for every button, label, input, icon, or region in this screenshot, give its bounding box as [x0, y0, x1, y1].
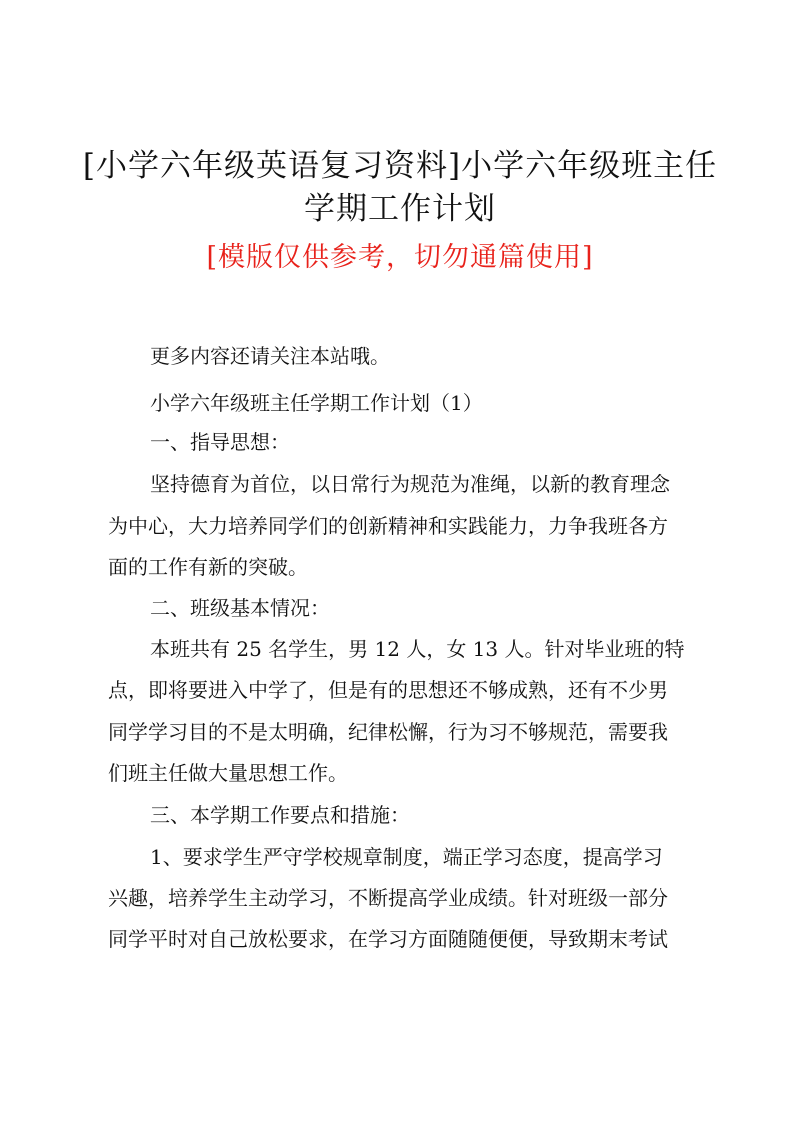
body-line: 面的工作有新的突破。	[108, 555, 308, 579]
body-line: 兴趣，培养学生主动学习，不断提高学业成绩。针对班级一部分	[108, 886, 668, 910]
body-line: 们班主任做大量思想工作。	[108, 761, 348, 785]
section-heading: 一、指导思想：	[150, 430, 290, 454]
section-heading: 小学六年级班主任学期工作计划（1）	[150, 391, 483, 415]
document-title-line-2: 学期工作计划	[304, 191, 496, 227]
section-heading: 三、本学期工作要点和措施：	[150, 803, 410, 827]
template-notice: [模版仅供参考，切勿通篇使用]	[206, 242, 594, 273]
document-title-line-1: [小学六年级英语复习资料]小学六年级班主任	[82, 148, 718, 184]
section-heading: 二、班级基本情况：	[150, 596, 330, 620]
body-line: 同学平时对自己放松要求，在学习方面随随便便，导致期末考试	[108, 927, 668, 951]
body-line: 同学学习目的不是太明确，纪律松懈，行为习不够规范，需要我	[108, 720, 668, 744]
body-line: 坚持德育为首位，以日常行为规范为准绳，以新的教育理念	[150, 472, 670, 496]
body-line: 为中心，大力培养同学们的创新精神和实践能力，力争我班各方	[108, 514, 668, 538]
body-line: 更多内容还请关注本站哦。	[150, 344, 390, 368]
body-line: 点，即将要进入中学了，但是有的思想还不够成熟，还有不少男	[108, 678, 668, 702]
body-line: 本班共有 25 名学生，男 12 人，女 13 人。针对毕业班的特	[150, 637, 685, 661]
body-line: 1、要求学生严守学校规章制度，端正学习态度，提高学习	[150, 845, 663, 869]
